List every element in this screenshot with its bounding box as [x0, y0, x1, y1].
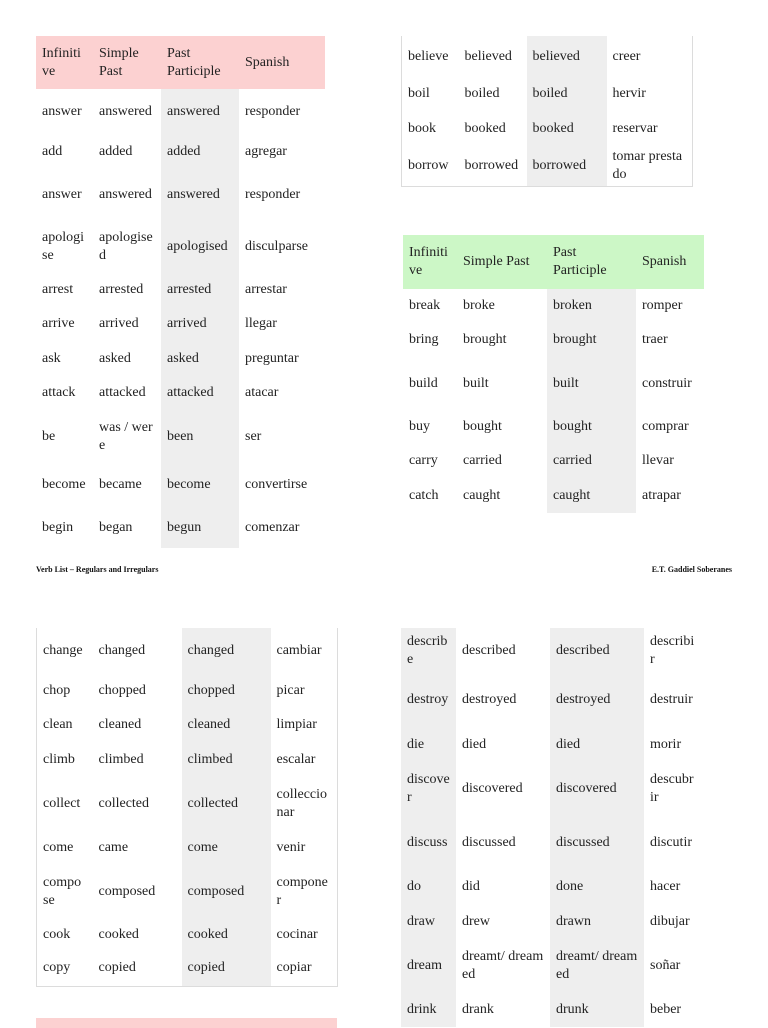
cell-past-participle: bought — [547, 410, 636, 443]
cell-infinitive: add — [42, 143, 63, 159]
cell-spanish: comenzar — [245, 519, 300, 535]
cell-infinitive: copy — [43, 960, 71, 976]
cell-spanish: agregar — [245, 143, 287, 159]
verb-row — [402, 146, 693, 186]
verb-row — [37, 777, 338, 830]
cell-past-participle: believed — [527, 36, 607, 77]
cell-infinitive: catch — [409, 487, 439, 503]
cell-spanish: arrestar — [245, 282, 287, 297]
verb-row — [37, 918, 338, 951]
cell-infinitive: believe — [408, 48, 449, 64]
cell-infinitive: answer — [42, 187, 82, 202]
cell-infinitive: carry — [409, 452, 438, 468]
cell-spanish: venir — [276, 839, 306, 855]
cell-simple-past: added — [99, 143, 133, 159]
cell-simple-past: described — [462, 642, 516, 658]
cell-simple-past: began — [99, 519, 133, 535]
cell-past-participle: discovered — [550, 762, 644, 816]
cell-spanish: tomar prestado — [612, 148, 683, 182]
cell-past-participle: cleaned — [182, 708, 271, 742]
cell-past-participle: composed — [182, 865, 271, 918]
cell-spanish: cocinar — [276, 926, 318, 942]
cell-infinitive: drink — [401, 992, 456, 1027]
cell-spanish: discutir — [650, 834, 692, 850]
verb-row — [36, 463, 325, 507]
verb-row — [401, 816, 703, 869]
cell-past-participle: begun — [161, 507, 239, 548]
cell-past-participle: died — [550, 727, 644, 762]
verb-row — [403, 357, 704, 410]
header-infinitive: Infinitive — [36, 36, 93, 89]
cell-spanish: romper — [642, 297, 683, 313]
cell-past-participle: attacked — [161, 376, 239, 410]
cell-spanish: creer — [612, 48, 641, 64]
cell-past-participle: discussed — [550, 816, 644, 869]
verb-row — [401, 673, 703, 727]
verb-row — [37, 628, 338, 673]
cell-spanish: dibujar — [650, 913, 690, 929]
cell-simple-past: brought — [463, 331, 507, 347]
cell-infinitive: describe — [401, 628, 456, 673]
cell-simple-past: changed — [98, 642, 146, 658]
verb-row — [403, 478, 704, 513]
verb-row — [36, 341, 325, 376]
header-infinitive: Infinitive — [403, 235, 457, 289]
verb-row — [401, 727, 703, 762]
cell-simple-past: caught — [463, 487, 501, 503]
cell-simple-past: destroyed — [462, 692, 517, 707]
cell-simple-past: was / were — [99, 419, 153, 453]
header-past-participle: Past Participle — [161, 36, 239, 89]
verb-row — [37, 708, 338, 742]
cell-infinitive: climb — [43, 751, 75, 767]
cell-past-participle: answered — [161, 89, 239, 134]
cell-spanish: componer — [276, 874, 328, 908]
cell-simple-past: bought — [463, 418, 502, 434]
cell-simple-past: died — [462, 736, 487, 752]
cell-spanish: llevar — [642, 452, 674, 468]
cell-infinitive: break — [409, 297, 441, 313]
verb-table-b — [401, 36, 693, 187]
cell-simple-past: boiled — [464, 86, 500, 101]
verb-table-e — [401, 628, 703, 1027]
cell-simple-past: arrived — [99, 316, 139, 331]
cell-infinitive: build — [409, 375, 438, 391]
verb-table-c-body — [403, 235, 704, 513]
verb-table-b-body — [402, 36, 693, 186]
cell-spanish: beber — [650, 1001, 682, 1017]
cell-spanish: limpiar — [276, 717, 317, 732]
verb-table-c — [403, 235, 704, 513]
verb-table-a-body — [36, 36, 325, 548]
cell-infinitive: die — [401, 727, 456, 762]
cell-past-participle: caught — [547, 478, 636, 513]
cell-past-participle: chopped — [182, 673, 271, 708]
cell-simple-past: arrested — [99, 282, 144, 297]
cell-past-participle: carried — [547, 443, 636, 478]
verb-row — [37, 673, 338, 708]
cell-spanish: destruir — [650, 692, 693, 707]
header-spanish: Spanish — [239, 36, 325, 89]
cell-spanish: construir — [642, 375, 692, 391]
verb-row — [403, 410, 704, 443]
verb-row — [36, 89, 325, 134]
verb-row — [402, 111, 693, 146]
cell-infinitive: compose — [43, 874, 82, 908]
verb-row — [401, 869, 703, 904]
verb-table-d — [36, 628, 338, 987]
cell-infinitive: do — [401, 869, 456, 904]
cell-spanish: llegar — [245, 316, 277, 331]
verb-row — [401, 628, 703, 673]
verb-row — [403, 322, 704, 357]
cell-spanish: morir — [650, 736, 682, 752]
cell-past-participle: drunk — [550, 992, 644, 1027]
verb-row — [36, 169, 325, 221]
cell-simple-past: copied — [98, 960, 136, 976]
cell-simple-past: asked — [99, 350, 131, 366]
verb-row — [36, 273, 325, 307]
verb-row — [36, 307, 325, 341]
verb-row — [36, 410, 325, 463]
cell-spanish: responder — [245, 103, 301, 119]
cell-infinitive: cook — [43, 926, 71, 942]
cell-past-participle: described — [550, 628, 644, 673]
verb-row — [37, 742, 338, 777]
cell-spanish: descubrir — [650, 772, 694, 805]
cell-simple-past: carried — [463, 452, 502, 468]
verb-row — [37, 830, 338, 865]
cell-spanish: traer — [642, 331, 668, 347]
next-table-header-strip — [36, 1018, 337, 1028]
cell-past-participle: boiled — [527, 77, 607, 111]
cell-past-participle: destroyed — [550, 673, 644, 727]
cell-past-participle: done — [550, 869, 644, 904]
cell-spanish: soñar — [650, 957, 681, 973]
cell-simple-past: believed — [464, 48, 512, 64]
verb-row — [401, 904, 703, 939]
cell-infinitive: clean — [43, 717, 73, 732]
cell-simple-past: chopped — [98, 682, 146, 698]
cell-spanish: picar — [276, 682, 305, 698]
cell-infinitive: ask — [42, 350, 61, 366]
verb-row — [36, 221, 325, 273]
cell-past-participle: collected — [182, 777, 271, 830]
verb-row — [36, 507, 325, 548]
cell-infinitive: arrive — [42, 316, 75, 331]
cell-infinitive: change — [43, 642, 83, 658]
cell-infinitive: destroy — [401, 673, 456, 727]
cell-infinitive: draw — [401, 904, 456, 939]
cell-past-participle: answered — [161, 169, 239, 221]
header-row — [36, 36, 325, 89]
cell-past-participle: broken — [547, 289, 636, 322]
cell-simple-past: did — [462, 878, 480, 894]
cell-simple-past: climbed — [98, 751, 144, 767]
cell-simple-past: discussed — [462, 834, 516, 850]
cell-past-participle: asked — [161, 341, 239, 376]
verb-row — [37, 865, 338, 918]
footer-author: E.T. Gaddiel Soberanes — [651, 565, 732, 574]
header-simple-past: Simple Past — [93, 36, 161, 89]
cell-simple-past: cooked — [98, 926, 139, 942]
cell-spanish: cambiar — [276, 642, 322, 658]
cell-infinitive: dream — [401, 939, 456, 992]
cell-simple-past: booked — [464, 120, 506, 136]
verb-row — [401, 762, 703, 816]
cell-spanish: responder — [245, 187, 301, 202]
cell-past-participle: arrested — [161, 273, 239, 307]
cell-spanish: colleccionar — [276, 786, 328, 820]
cell-spanish: reservar — [612, 120, 658, 136]
cell-past-participle: copied — [182, 951, 271, 986]
cell-spanish: comprar — [642, 418, 689, 434]
cell-simple-past: composed — [98, 883, 156, 899]
verb-row — [37, 951, 338, 986]
footer-title: Verb List – Regulars and Irregulars — [36, 565, 159, 574]
cell-infinitive: chop — [43, 682, 71, 698]
cell-infinitive: be — [42, 428, 56, 444]
cell-infinitive: discuss — [401, 816, 456, 869]
header-past-participle: Past Participle — [547, 235, 636, 289]
cell-infinitive: attack — [42, 385, 76, 400]
cell-simple-past: drank — [462, 1001, 494, 1017]
verb-row — [403, 443, 704, 478]
cell-infinitive: begin — [42, 519, 74, 535]
cell-infinitive: bring — [409, 331, 439, 347]
verb-table-d-body — [37, 628, 338, 986]
cell-infinitive: boil — [408, 86, 430, 101]
cell-simple-past: answered — [99, 103, 152, 119]
cell-spanish: hacer — [650, 878, 681, 894]
verb-table-a — [36, 36, 325, 548]
cell-infinitive: arrest — [42, 282, 74, 297]
cell-spanish: escalar — [276, 751, 316, 767]
cell-spanish: atrapar — [642, 487, 681, 503]
header-row — [403, 235, 704, 289]
cell-infinitive: answer — [42, 103, 82, 119]
cell-simple-past: dreamt/ dreamed — [462, 948, 544, 982]
header-spanish: Spanish — [636, 235, 704, 289]
cell-spanish: convertirse — [245, 477, 308, 492]
verb-row — [36, 134, 325, 169]
verb-row — [401, 939, 703, 992]
cell-past-participle: added — [161, 134, 239, 169]
cell-simple-past: built — [463, 375, 489, 391]
cell-infinitive: apologise — [42, 230, 84, 263]
cell-infinitive: book — [408, 120, 436, 136]
cell-past-participle: come — [182, 830, 271, 865]
cell-infinitive: borrow — [408, 157, 449, 173]
cell-spanish: describir — [650, 633, 695, 667]
header-simple-past: Simple Past — [457, 235, 547, 289]
cell-past-participle: apologised — [161, 221, 239, 273]
cell-past-participle: booked — [527, 111, 607, 146]
cell-spanish: ser — [245, 428, 262, 444]
cell-simple-past: discovered — [462, 781, 523, 796]
verb-row — [36, 376, 325, 410]
cell-past-participle: cooked — [182, 918, 271, 951]
cell-past-participle: borrowed — [527, 146, 607, 186]
cell-infinitive: become — [42, 477, 86, 492]
cell-past-participle: been — [161, 410, 239, 463]
cell-past-participle: drawn — [550, 904, 644, 939]
cell-simple-past: cleaned — [98, 717, 142, 732]
verb-table-e-body — [401, 628, 703, 1027]
cell-simple-past: became — [99, 477, 142, 492]
cell-past-participle: arrived — [161, 307, 239, 341]
cell-simple-past: collected — [98, 795, 150, 811]
cell-simple-past: came — [98, 839, 129, 855]
cell-past-participle: dreamt/ dreamed — [550, 939, 644, 992]
cell-past-participle: become — [161, 463, 239, 507]
cell-simple-past: apologised — [99, 230, 153, 263]
cell-spanish: disculparse — [245, 239, 308, 254]
cell-simple-past: attacked — [99, 385, 146, 400]
cell-past-participle: built — [547, 357, 636, 410]
cell-past-participle: climbed — [182, 742, 271, 777]
cell-past-participle: changed — [182, 628, 271, 673]
cell-infinitive: buy — [409, 418, 430, 434]
cell-spanish: preguntar — [245, 350, 299, 366]
verb-row — [402, 36, 693, 77]
cell-infinitive: collect — [43, 795, 81, 811]
cell-simple-past: answered — [99, 187, 152, 202]
cell-spanish: hervir — [612, 86, 646, 101]
verb-row — [401, 992, 703, 1027]
cell-infinitive: discover — [401, 762, 456, 816]
verb-row — [402, 77, 693, 111]
verb-row — [403, 289, 704, 322]
cell-simple-past: borrowed — [464, 157, 519, 173]
cell-spanish: copiar — [276, 960, 312, 976]
cell-infinitive: come — [43, 839, 74, 855]
cell-spanish: atacar — [245, 385, 279, 400]
cell-simple-past: drew — [462, 913, 490, 929]
cell-past-participle: brought — [547, 322, 636, 357]
cell-simple-past: broke — [463, 297, 495, 313]
